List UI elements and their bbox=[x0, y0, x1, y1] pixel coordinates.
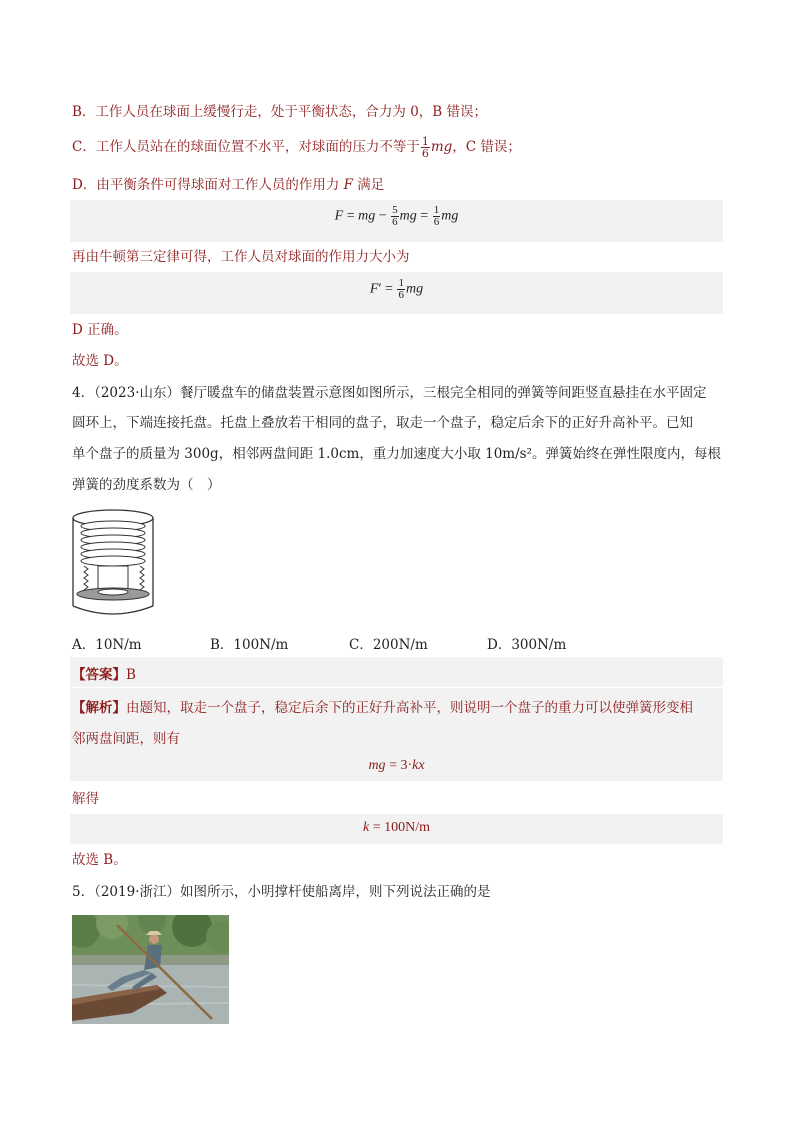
solution-line-d: D．由平衡条件可得球面对工作人员的作用力 F 满足 bbox=[72, 177, 385, 193]
analysis-line-2: 邻两盘间距，则有 bbox=[72, 731, 180, 747]
q4-line-1: 4．（2023·山东）餐厅暖盘车的储盘装置示意图如图所示，三根完全相同的弹簧等间距竖直悬挂在水平固定 bbox=[72, 385, 707, 401]
q4-line-2: 圆环上，下端连接托盘。托盘上叠放若干相同的盘子，取走一个盘子，稳定后余下的正好升高补平。已知 bbox=[72, 415, 693, 431]
answer-value: B bbox=[126, 667, 136, 683]
q5-line-1: 5．（2019·浙江）如图所示，小明撑杆使船离岸，则下列说法正确的是 bbox=[72, 884, 491, 900]
answer-line bbox=[72, 663, 136, 683]
equation-box-k bbox=[70, 814, 723, 844]
analysis-tag: 【解析】 bbox=[72, 700, 126, 716]
q4-option-a: A．10N/m bbox=[72, 637, 142, 653]
plate-warmer-diagram bbox=[70, 506, 160, 618]
solution-line-c-text: C．工作人员站在的球面位置不水平，对球面的压力不等于 bbox=[72, 139, 420, 155]
equation-mg-kx: mg = 3·kx bbox=[368, 758, 425, 773]
q4-line-4: 弹簧的劲度系数为（ ） bbox=[72, 477, 221, 493]
q4-option-b: B．100N/m bbox=[210, 637, 289, 653]
solution-choose-d: 故选 D。 bbox=[72, 353, 128, 369]
q4-line-3: 单个盘子的质量为 300g，相邻两盘间距 1.0cm，重力加速度大小取 10m/s²。弹簧始终在弹性限度内，每根 bbox=[72, 446, 721, 462]
q4-choose-b: 故选 B。 bbox=[72, 852, 127, 868]
analysis-line-1: 【解析】由题知，取走一个盘子，稳定后余下的正好升高补平，则说明一个盘子的重力可以使弹簧形变相 bbox=[72, 700, 693, 716]
equation-box-1 bbox=[70, 200, 723, 242]
solve-label: 解得 bbox=[72, 791, 99, 807]
q4-option-d: D．300N/m bbox=[487, 637, 567, 653]
analysis-box bbox=[70, 688, 723, 781]
equation-force-balance: F = mg − $\frac{5}{6}$ mg = $\frac{1}{6}$ mg bbox=[334, 204, 459, 228]
boat-pole-photo bbox=[72, 915, 229, 1024]
solution-line-newton: 再由牛顿第三定律可得，工作人员对球面的作用力大小为 bbox=[72, 249, 410, 265]
answer-box bbox=[70, 657, 723, 687]
answer-tag: 【答案】 bbox=[72, 667, 126, 683]
solution-line-b: B．工作人员在球面上缓慢行走，处于平衡状态，合力为 0，B 错误； bbox=[72, 104, 488, 120]
solution-line-c-end: ，C 错误； bbox=[452, 139, 521, 155]
equation-box-2 bbox=[70, 272, 723, 314]
equation-k-value: k = 100N/m bbox=[362, 820, 430, 835]
solution-line-c: C．工作人员站在的球面位置不水平，对球面的压力不等于 $\frac{1}{6}$ mg，C 错误； bbox=[72, 135, 521, 160]
equation-reaction-force: F′ = $\frac{1}{6}$ mg bbox=[369, 277, 424, 301]
solution-d-correct: D 正确。 bbox=[72, 322, 128, 338]
fraction-one-sixth: $\frac{1}{6}$ bbox=[421, 135, 429, 160]
q4-option-c: C．200N/m bbox=[349, 637, 428, 653]
